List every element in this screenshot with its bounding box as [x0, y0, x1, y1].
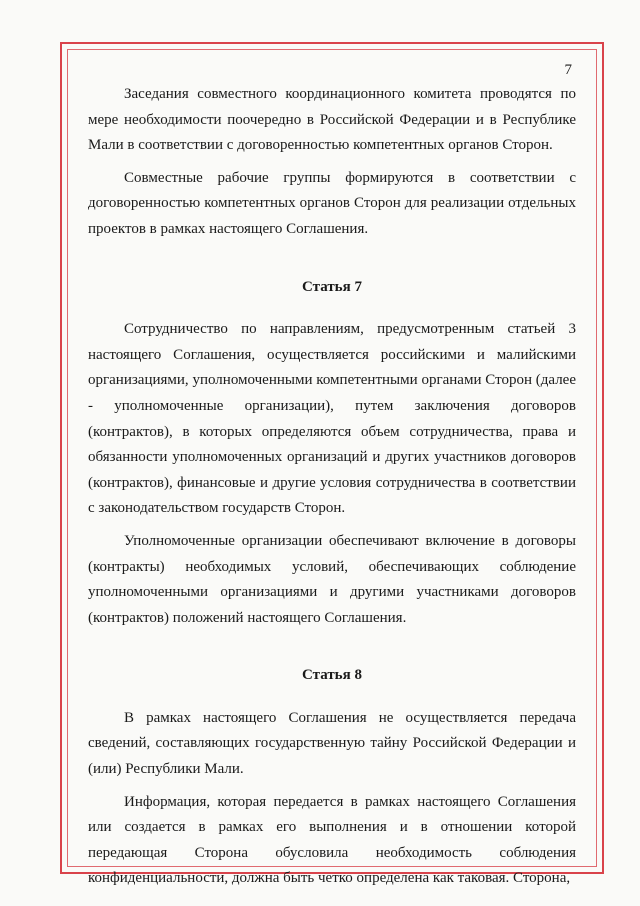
paragraph: Сотрудничество по направлениям, предусмотренным статьей 3 настоящего Соглашения, осуществляется российскими и малийскими организациями, уполномоченными компетентными органами Сторон (далее - уполномоченные организации), путем заключения договоров (контрактов), в которых определяются объем сотрудничества, права и обязанности уполномоченных организаций и других участников договоров (контрактов), финансовые и другие условия сотрудничества в соответствии с законодательством государств Сторон. — [88, 321, 576, 517]
paragraph: Информация, которая передается в рамках настоящего Соглашения или создается в рамках его выполнения и в отношении которой передающая Сторона обусловила необходимость соблюдения конфиденциальности, должна быть четко определена как таковая. Сторона, — [88, 793, 576, 887]
article-7-heading: Статья 7 — [302, 278, 362, 295]
page-number: 7 — [564, 62, 572, 78]
paragraph: Совместные рабочие группы формируются в соответствии с договоренностью компетентных органов Сторон для реализации отдельных проектов в рамках настоящего Соглашения. — [88, 169, 576, 237]
paragraph: Уполномоченные организации обеспечивают включение в договоры (контракты) необходимых условий, обеспечивающих соблюдение уполномоченными организациями и другими участниками договоров (контрактов) положений настоящего Соглашения. — [88, 532, 576, 626]
paragraph: Заседания совместного координационного комитета проводятся по мере необходимости поочередно в Российской Федерации и в Республике Мали в соответствии с договоренностью компетентных органов Сторон. — [88, 86, 576, 154]
page-content — [88, 82, 576, 892]
paragraph: В рамках настоящего Соглашения не осуществляется передача сведений, составляющих государственную тайну Российской Федерации и (или) Республики Мали. — [88, 709, 576, 778]
article-8-heading: Статья 8 — [302, 667, 362, 684]
